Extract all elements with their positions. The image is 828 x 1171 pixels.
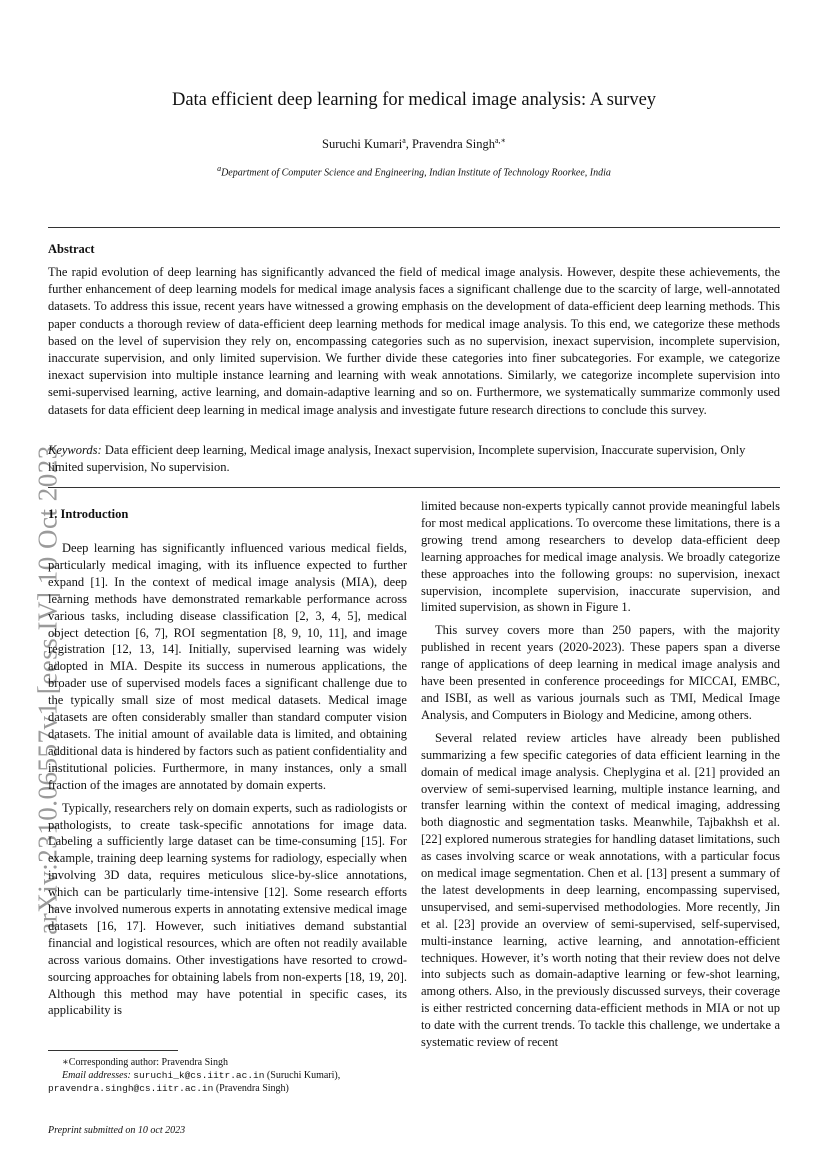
abstract-text: The rapid evolution of deep learning has significantly advanced the field of medical image analysis. However, despite these achievements, the further enhancement of deep learning models for medical image analysis faces a significant challenge due to the scarcity of large, well-annotated datasets. To address this issue, recent years have witnessed a growing emphasis on the development of data-efficient deep learning methods. This paper conducts a thorough review of data-efficient deep learning methods for medical image analysis. To this end, we categorize these methods based on the level of supervision they rely on, encompassing categories such as no supervision, inexact supervision, incomplete supervision, inaccurate supervision, and only limited supervision. We further divide these categories into finer subcategories. For example, we categorize inexact supervision into multiple instance learning and learning with weak annotations. Similarly, we categorize incomplete supervision into semi-supervised learning, active learning, and domain-adaptive learning and so on. Furthermore, we systematically summarize commonly used datasets for data efficient deep learning in medical image analysis and investigate future research directions to conclude this survey.: [48, 265, 780, 417]
author-separator: ,: [405, 137, 413, 152]
left-column: [48, 540, 407, 1025]
preprint-footer: Preprint submitted on 10 oct 2023: [48, 1125, 186, 1136]
arxiv-identifier-stamp: arXiv:2310.06557v1 [eess.IV] 10 Oct 2023: [32, 445, 63, 935]
divider: [48, 227, 780, 228]
email-link[interactable]: pravendra.singh@cs.iitr.ac.in: [48, 1083, 214, 1094]
corresponding-author-note: ∗Corresponding author: Pravendra Singh: [62, 1057, 228, 1068]
paragraph: limited because non-experts typically cannot provide meaningful labels for most medical applications. To overcome these limitations, there is a growing trend among researchers to develop data-efficient deep learning approaches for medical image analysis. We broadly categorize these approaches into the following groups: no supervision, inexact supervision, incomplete supervision, inaccurate supervision, and limited supervision, as shown in Figure 1.: [421, 499, 780, 615]
affiliation: [0, 164, 828, 178]
affiliation-mark: a: [217, 164, 222, 173]
affiliation-text: Department of Computer Science and Engineering, Indian Institute of Technology Roorkee, India: [221, 167, 611, 179]
paragraph: This survey covers more than 250 papers, with the majority published in recent years (2020-2023). These papers span a diverse range of applications of deep learning in medical image analysis and have been presented in conference proceedings for MICCAI, EMBC, and ISBI, as well as various journals such as TMI, Medical Image Analysis, and Computers in Biology and Medicine, among others.: [421, 623, 780, 722]
email-owner: (Pravendra Singh): [213, 1083, 289, 1094]
paragraph: Deep learning has significantly influenced various medical fields, particularly medical imaging, with its influence expected to further expand [1]. In the context of medical image analysis (MIA), deep learning methods have demonstrated remarkable performance across various tasks, including disease classification [2, 3, 4, 5], medical object detection [6, 7], ROI segmentation [8, 9, 10, 11], and image registration [12, 13, 14]. Initially, supervised learning was widely adopted in MIA. Despite its success in numerous applications, the broader use of supervised models faces a significant challenge due to the typically small size of most medical datasets. Medical image datasets are often considerably smaller than standard computer vision datasets. The initial amount of available data is limited, and obtaining additional data is hindered by factors such as patient confidentiality and institutional policies. Furthermore, in many instances, only a small fraction of the images are annotated by domain experts.: [48, 541, 407, 792]
author-name: Suruchi Kumari: [322, 137, 403, 152]
email-label: Email addresses:: [62, 1070, 131, 1081]
abstract-heading: Abstract: [48, 242, 95, 256]
right-column: [421, 498, 780, 1057]
paper-title: Data efficient deep learning for medical image analysis: A survey: [171, 90, 657, 110]
footnote: [48, 1056, 408, 1095]
email-link[interactable]: suruchi_k@cs.iitr.ac.in: [133, 1070, 265, 1081]
keywords: [48, 442, 780, 475]
paragraph: Several related review articles have already been published summarizing a few specific categories of data efficient learning in the domain of medical image analysis. Cheplygina et al. [21] provided an overview of semi-supervised learning, multiple instance learning, and transfer learning within the context of medical imaging, addressing both diagnostic and segmentation tasks. Meanwhile, Tajbakhsh et al. [22] explored numerous strategies for handling dataset limitations, such as cases involving scarce or weak annotations, with a particular focus on medical image segmentation. Chen et al. [13] present a summary of the latest developments in deep learning, encompassing supervised, unsupervised, and semi-supervised methodologies. More recently, Jin et al. [23] provide an overview of semi-supervised, self-supervised, multi-instance learning, active learning, and annotation-efficient techniques. However, it’s worth noting that their review does not delve into subjects such as domain-adaptive learning or few-shot learning, among others. Also, in the previously discussed surveys, their coverage is either restricted concerning data-efficient methods in MIA or not up to date with the current trends. To tackle this challenge, we undertake a systematic review of recent: [421, 730, 780, 1050]
section-heading: 1. Introduction: [48, 507, 129, 521]
author-name: Pravendra Singh: [412, 137, 495, 152]
keywords-text: Data efficient deep learning, Medical image analysis, Inexact supervision, Incomplete supervision, Inaccurate supervision, Only limited supervision, No supervision.: [48, 443, 746, 474]
author-list: [0, 136, 828, 152]
email-owner: (Suruchi Kumari),: [264, 1070, 341, 1081]
paragraph: Typically, researchers rely on domain experts, such as radiologists or pathologists, to create task-specific annotations for image data. Labeling a sufficiently large dataset can be time-consuming [15]. For example, training deep learning systems for radiology, especially when involving 3D data, requires meticulous slice-by-slice annotations, which can be particularly time-intensive [12]. Some research efforts have involved numerous experts in annotating extensive medical image datasets [16, 17]. However, such initiatives demand substantial financial and logistical resources, which are often not readily available across various domains. Other investigations have resorted to crowd-sourcing approaches for obtaining labels from non-experts [18, 19, 20]. Although this method may have potential in specific cases, its applicability is: [48, 800, 407, 1018]
divider: [48, 487, 780, 488]
footnote-divider: [48, 1050, 178, 1051]
keywords-label: Keywords:: [48, 443, 102, 457]
author-affiliation-mark: a,∗: [495, 136, 506, 145]
author-affiliation-mark: a: [402, 136, 406, 145]
